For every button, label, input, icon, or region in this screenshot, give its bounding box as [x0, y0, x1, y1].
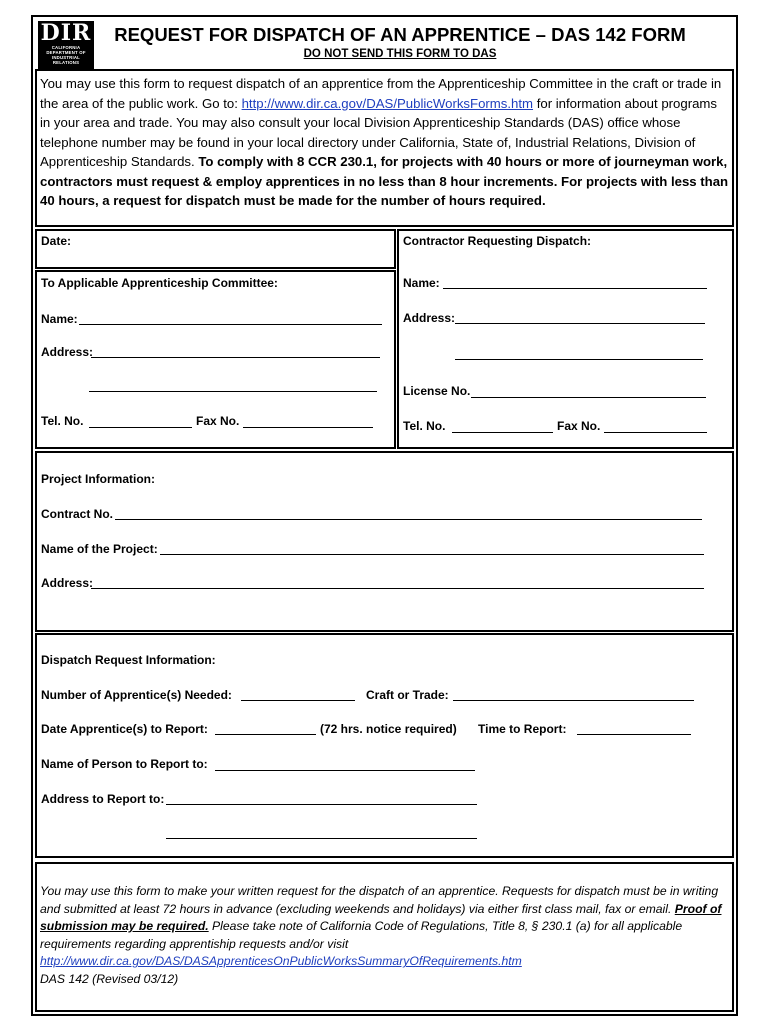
committee-label: To Applicable Apprenticeship Committee: — [41, 276, 278, 290]
contract-label: Contract No. — [41, 507, 113, 521]
logo-subtext-1: CALIFORNIA — [51, 45, 81, 50]
report-date-label: Date Apprentice(s) to Report: — [41, 722, 208, 736]
contractor-address-field[interactable] — [455, 323, 705, 324]
craft-field[interactable] — [453, 700, 694, 701]
contractor-fax-label: Fax No. — [557, 419, 601, 433]
page-title: REQUEST FOR DISPATCH OF AN APPRENTICE – DAS 142 FORM — [114, 24, 686, 45]
report-time-field[interactable] — [577, 734, 691, 735]
contractor-address-field-2[interactable] — [455, 359, 703, 360]
dir-logo — [38, 21, 94, 71]
intro-text — [40, 74, 730, 211]
committee-tel-label: Tel. No. — [41, 414, 84, 428]
report-person-field[interactable] — [215, 770, 475, 771]
apprentice-number-field[interactable] — [241, 700, 355, 701]
contractor-box — [397, 229, 734, 449]
project-heading: Project Information: — [41, 472, 156, 486]
contractor-name-field[interactable] — [443, 288, 707, 289]
report-address-label: Address to Report to: — [41, 792, 165, 806]
committee-tel-field[interactable] — [89, 427, 192, 428]
date-box — [35, 229, 396, 269]
project-address-label: Address: — [41, 576, 94, 590]
footer-text-part1: You may use this form to make your written request for the dispatch of an apprentice. Requests for dispatch must be in writing and submitted at least 72 hours in advance (excluding weekends and holidays) via either first class mail, fax or email. — [40, 884, 719, 916]
project-name-field[interactable] — [160, 554, 704, 555]
committee-fax-label: Fax No. — [196, 414, 240, 428]
contractor-tel-field[interactable] — [452, 432, 553, 433]
contractor-name-label: Name: — [403, 276, 440, 290]
footer-text — [40, 883, 730, 989]
apprentice-number-label: Number of Apprentice(s) Needed: — [41, 688, 232, 702]
report-address-field[interactable] — [166, 804, 477, 805]
intro-text-part2: for information about programs in your area and trade. You may also consult your local Division Apprenticeship Standards (DAS) office whose telephone number may be found in your local directory under California, State of, Industrial Relations, Division of Apprenticeship Standards. — [40, 95, 718, 169]
contractor-address-label: Address: — [403, 311, 456, 325]
committee-address-field-2[interactable] — [89, 391, 377, 392]
form-revision: DAS 142 (Revised 03/12) — [40, 971, 179, 986]
intro-bold-text: To comply with 8 CCR 230.1, for projects with 40 hours or more of journeyman work, contractors must request & employ apprentices in no less than 8 hour increments. For projects with less than 40 hours, a request for dispatch must be made for the number of hours required. — [40, 154, 729, 208]
committee-address-label: Address: — [41, 345, 94, 359]
committee-name-field[interactable] — [79, 324, 382, 325]
logo-subtext-4: RELATIONS — [52, 60, 80, 65]
contractor-tel-label: Tel. No. — [403, 419, 446, 433]
contractor-license-label: License No. — [403, 384, 471, 398]
dispatch-heading: Dispatch Request Information: — [41, 653, 216, 667]
contractor-license-field[interactable] — [471, 397, 706, 398]
committee-address-field[interactable] — [91, 357, 380, 358]
committee-fax-field[interactable] — [243, 427, 373, 428]
report-address-field-2[interactable] — [166, 838, 477, 839]
notice-text: (72 hrs. notice required) — [320, 722, 457, 736]
footer-link[interactable]: http://www.dir.ca.gov/DAS/DASApprenticesOnPublicWorksSummaryOfRequirements.htm — [40, 954, 522, 969]
logo-subtext-2: DEPARTMENT OF — [46, 50, 86, 55]
report-date-field[interactable] — [215, 734, 316, 735]
contract-field[interactable] — [115, 519, 702, 520]
intro-link[interactable]: http://www.dir.ca.gov/DAS/PublicWorksForms.htm — [241, 95, 534, 111]
craft-label: Craft or Trade: — [366, 688, 449, 702]
contractor-fax-field[interactable] — [604, 432, 707, 433]
report-person-label: Name of Person to Report to: — [41, 757, 208, 771]
project-address-field[interactable] — [91, 588, 704, 589]
footer-text-part2: Please take note of California Code of Regulations, Title 8, § 230.1 (a) for all applicable requirements regarding apprentiship requests and/or visit — [40, 919, 683, 951]
intro-text-part1: You may use this form to request dispatch of an apprentice from the Apprenticeship Committee in the craft or trade in the area of the public work. Go to: — [40, 76, 722, 111]
date-label: Date: — [41, 234, 72, 248]
logo-subtext-3: INDUSTRIAL — [51, 55, 81, 60]
committee-name-label: Name: — [41, 312, 78, 326]
page-subtitle: DO NOT SEND THIS FORM TO DAS — [303, 48, 497, 60]
logo-text: DIR — [40, 20, 92, 46]
footer-bold-text: Proof of submission may be required. — [40, 901, 722, 934]
contractor-label: Contractor Requesting Dispatch: — [403, 234, 592, 248]
project-name-label: Name of the Project: — [41, 542, 158, 556]
report-time-label: Time to Report: — [478, 722, 567, 736]
